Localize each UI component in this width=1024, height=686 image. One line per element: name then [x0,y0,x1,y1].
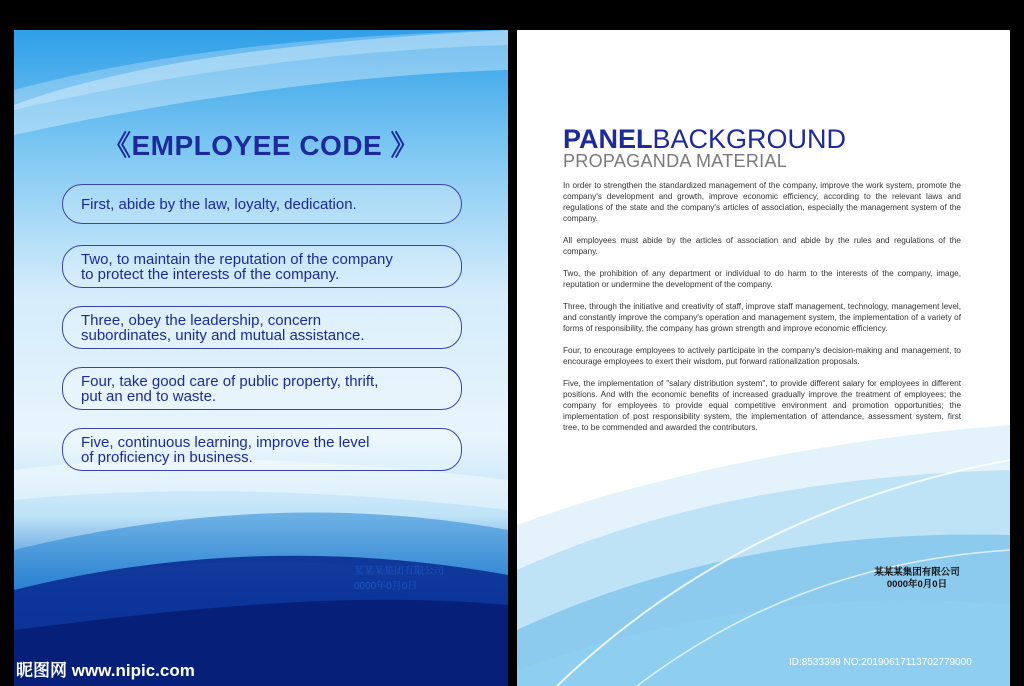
body-text [563,180,961,444]
rule-2-line-1: Two, to maintain the reputation of the company [81,250,393,268]
rule-2-line-2: to protect the interests of the company. [81,265,340,283]
panel-subtitle: PROPAGANDA MATERIAL [563,151,788,171]
rule-box-1 [62,184,462,224]
paragraph-2: All employees must abide by the articles of association and abide by the rules and regulations of the company. [563,236,961,256]
rule-text-3 [81,313,365,343]
rule-3-line-1: Three, obey the leadership, concern [81,311,322,329]
rule-text-1 [81,197,357,212]
right-company-block [862,567,972,591]
employee-code-panel [14,30,508,686]
paragraph-5: Four, to encourage employees to actively participate in the company's decision-making and management, to encourage employees to exert their wisdom, put forward rationalization proposals. [563,346,961,366]
panel-title-bold: PANEL [563,124,653,154]
rule-5-line-2: of proficiency in business. [81,448,253,466]
rule-text-4 [81,374,378,404]
paragraph-3: Two, the prohibition of any department or individual to do harm to the interests of the company, image, reputation or undermine the development of the company. [563,269,961,289]
rule-box-2 [62,245,462,288]
rule-1-line-1: First, abide by the law, loyalty, dedication. [81,195,357,213]
rule-box-5 [62,428,462,471]
employee-code-title: 《EMPLOYEE CODE 》 [102,130,420,161]
rule-box-3 [62,306,462,349]
rule-4-line-1: Four, take good care of public property, thrift, [81,372,379,390]
paragraph-1: In order to strengthen the standardized management of the company, improve the work system, promote the company's development and growth, improve economic efficiency, according to the relevant laws and regulations of the state and the company's articles of association, especially the management system of the company. [563,181,961,223]
nipic-watermark: 昵图网 www.nipic.com [16,661,195,680]
left-company-date: 0000年0月0日 [354,581,418,592]
rule-4-line-2: put an end to waste. [81,387,217,405]
left-company-name: 某某某集团有限公司 [354,566,444,577]
rule-3-line-2: subordinates, unity and mutual assistance. [81,326,365,344]
rule-text-5 [81,435,370,465]
id-watermark: ID:8533399 NO:20190617113702779000 [789,657,972,668]
rule-5-line-1: Five, continuous learning, improve the level [81,433,370,451]
rule-box-4 [62,367,462,410]
right-company-name: 某某某集团有限公司 [874,567,960,578]
right-company-date: 0000年0月0日 [886,579,948,590]
panel-background-page [517,30,1010,686]
left-company-block [354,562,474,592]
rule-text-2 [81,252,393,282]
paragraph-6: Five, the implementation of "salary distribution system", to provide different salary for employees in different positions. And with the economic benefits of increased gradually improve the treatment of employees; the company for employees to provide equal competitive environment and promotion opportunities; the implementation of post responsibility system, the implementation of attendance, assessment system, first tree, to be commended and awarded the contributors. [563,379,961,432]
panel-title-rest: BACKGROUND [652,124,847,154]
paragraph-4: Three, through the initiative and creativity of staff, improve staff management, technology, management level, and constantly improve the company's operation and management system, the implementation of a variety of forms of responsibility, the company has grown strength and improve economic efficiency. [563,302,961,333]
